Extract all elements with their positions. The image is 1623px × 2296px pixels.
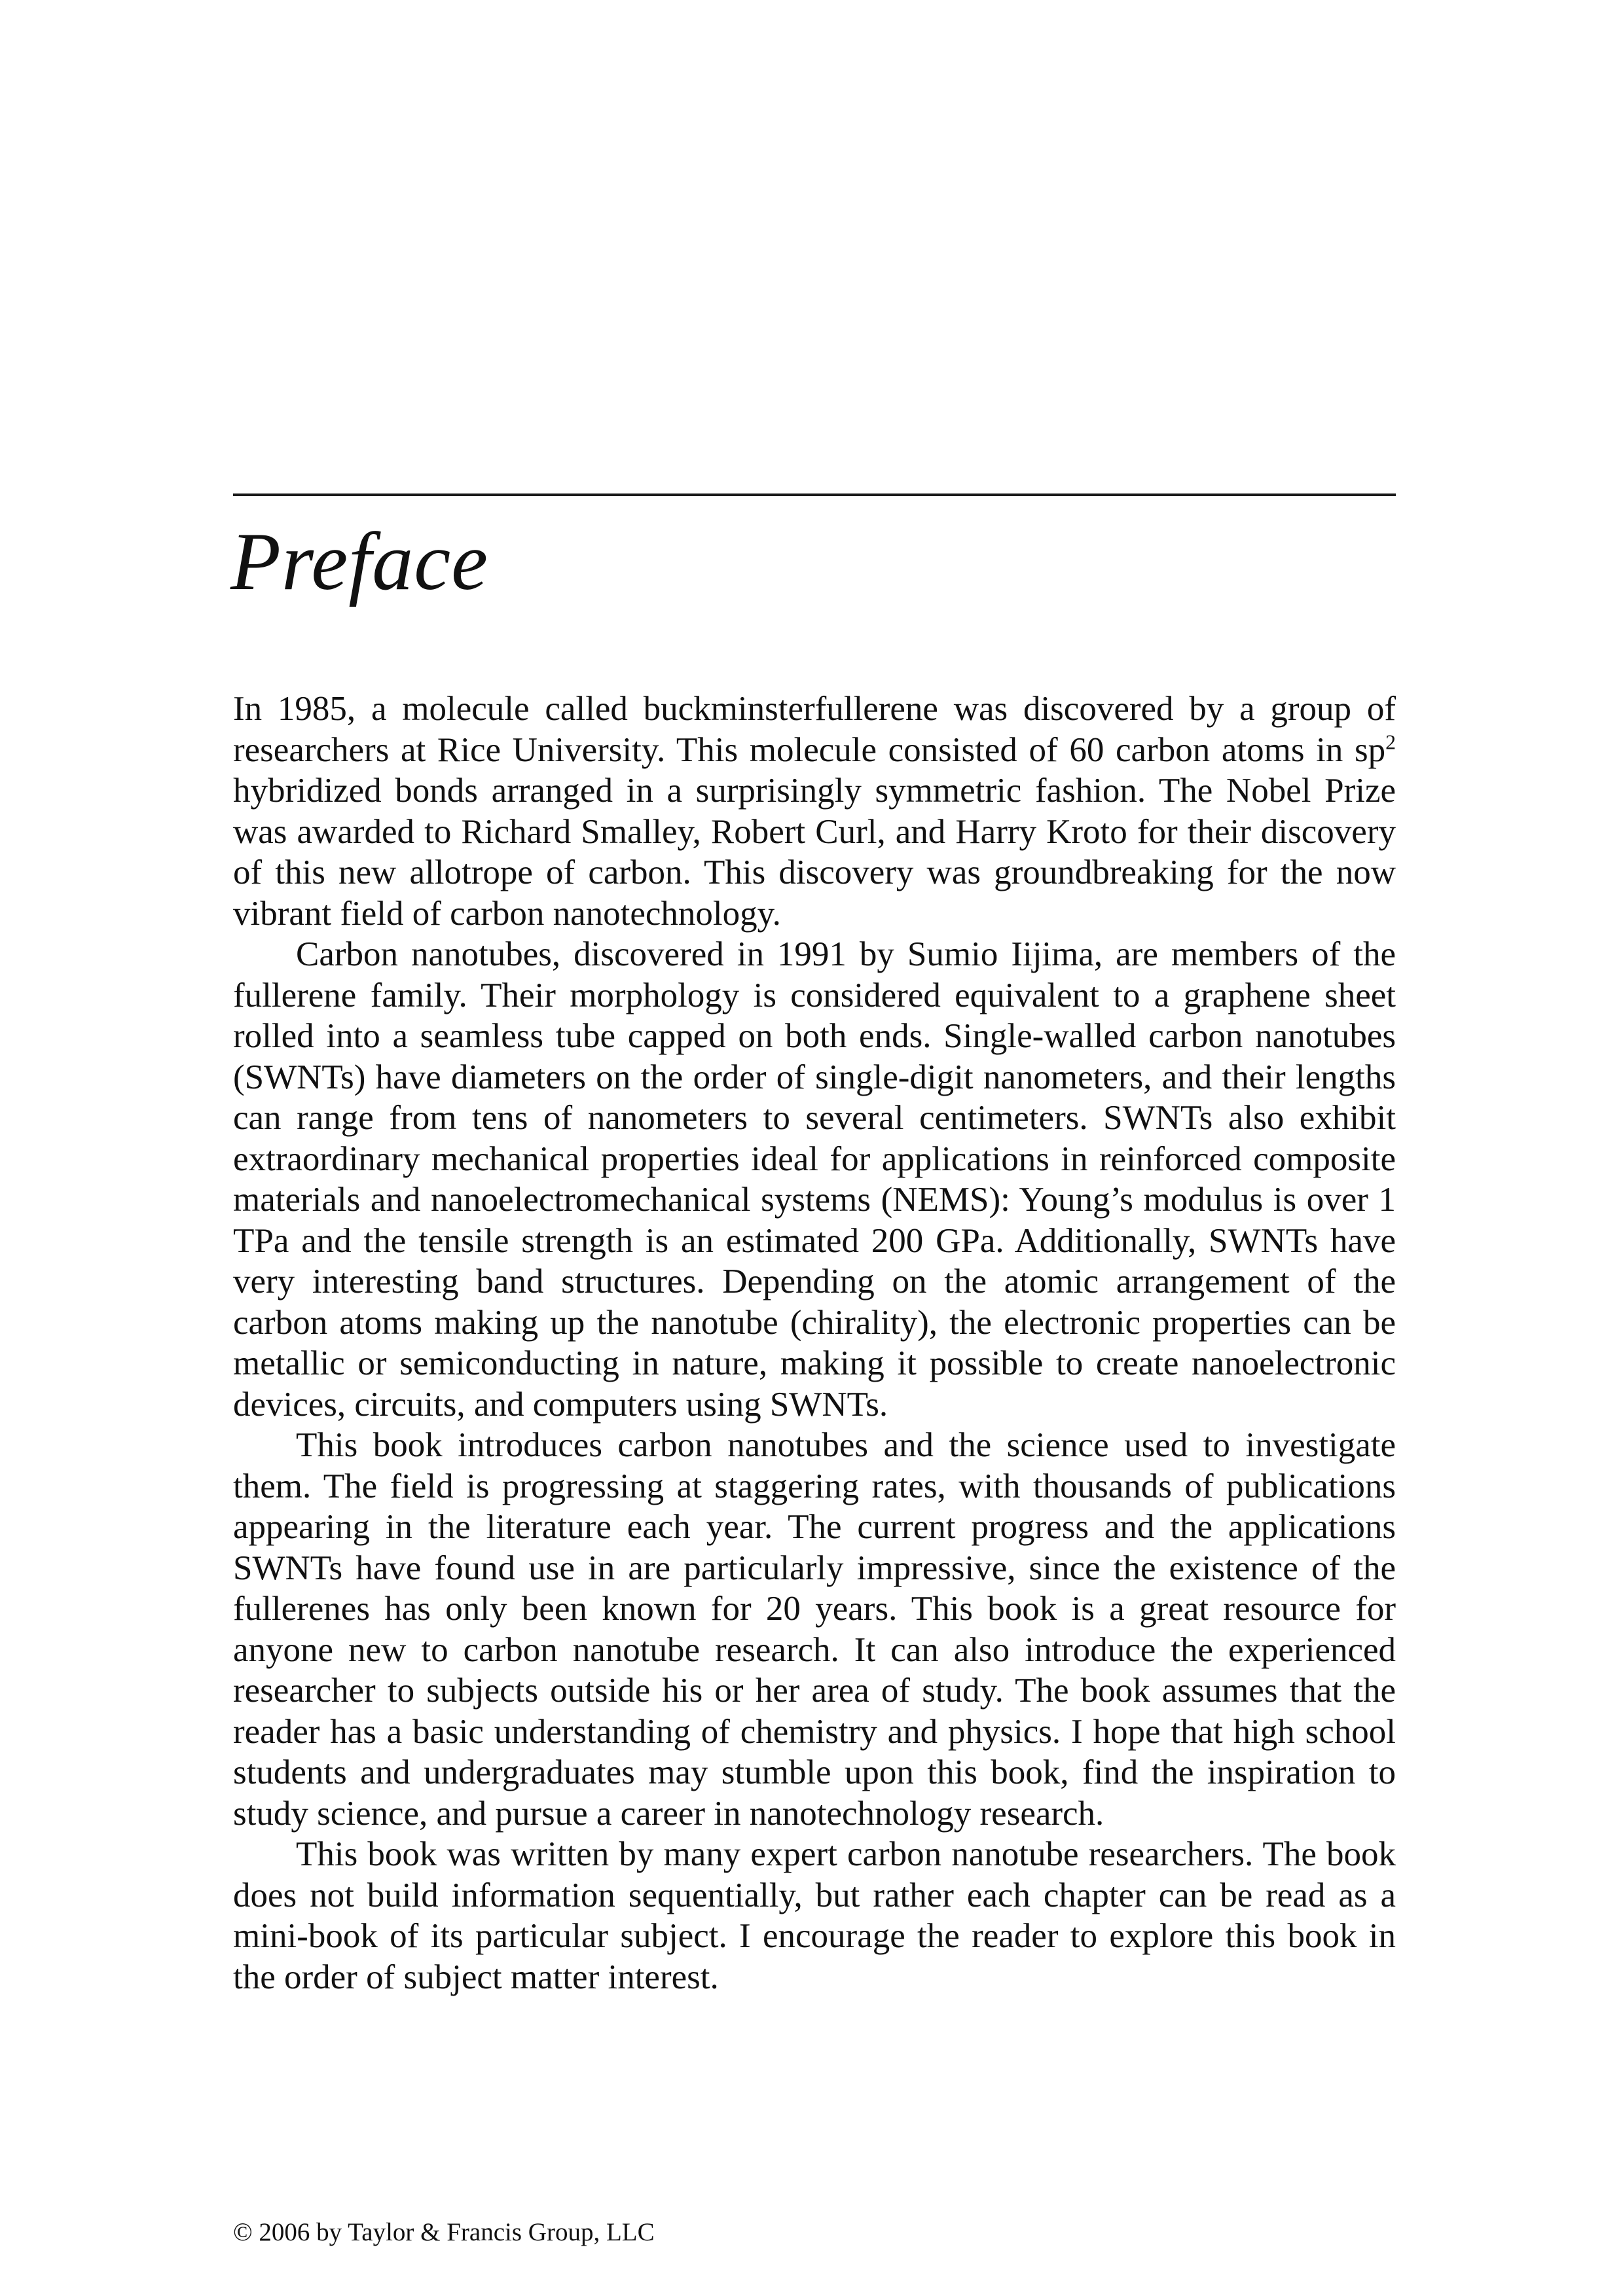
paragraph-3: This book introduces carbon nanotubes and the science used to investigate them. The field is progressing at staggering rates, with thousands of publications appearing in the literature each year. The current progress and the applications SWNTs have found use in are particularly impressive, since the existence of the fullerenes has only been known for 20 years. This book is a great resource for anyone new to carbon nanotube research. It can also introduce the experienced researcher to subjects outside his or her area of study. The book assumes that the reader has a basic understanding of chemistry and physics. I hope that high school students and undergraduates may stumble upon this book, find the inspiration to study science, and pursue a career in nanotechnology research. [233, 1426, 1396, 1833]
page-title: Preface [230, 516, 489, 607]
superscript-2: 2 [1385, 730, 1396, 753]
preface-body [233, 689, 1396, 1998]
paragraph-1-part-a: In 1985, a molecule called buckminsterfullerene was discovered by a group of researchers at Rice University. This molecule consisted of 60 carbon atoms in sp [233, 690, 1396, 769]
copyright-notice: © 2006 by Taylor & Francis Group, LLC [233, 2218, 655, 2246]
paragraph-2: Carbon nanotubes, discovered in 1991 by Sumio Iijima, are members of the fullerene family. Their morphology is considered equivalent to a graphene sheet rolled into a seamless tube capped on both ends. Single-walled carbon nanotubes (SWNTs) have diameters on the order of single-digit nanometers, and their lengths can range from tens of nanometers to several centimeters. SWNTs also exhibit extraordinary mechanical properties ideal for applications in reinforced composite materials and nanoelectromechanical systems (NEMS): Young’s modulus is over 1 TPa and the tensile strength is an estimated 200 GPa. Additionally, SWNTs have very interesting band structures. Depending on the atomic arrangement of the carbon atoms making up the nanotube (chirality), the electronic properties can be metallic or semiconducting in nature, making it possible to create nanoelectronic devices, circuits, and computers using SWNTs. [233, 935, 1396, 1424]
paragraph-4: This book was written by many expert carbon nanotube researchers. The book does not build information sequentially, but rather each chapter can be read as a mini-book of its particular subject. I encourage the reader to explore this book in the order of subject matter interest. [233, 1835, 1396, 1996]
title-rule [233, 493, 1396, 496]
paragraph-1 [233, 689, 1396, 934]
paragraph-1-part-b: hybridized bonds arranged in a surprisingly symmetric fashion. The Nobel Prize was awarded to Richard Smalley, Robert Curl, and Harry Kroto for their discovery of this new allotrope of carbon. This discovery was groundbreaking for the now vibrant field of carbon nanotechnology. [233, 772, 1396, 933]
